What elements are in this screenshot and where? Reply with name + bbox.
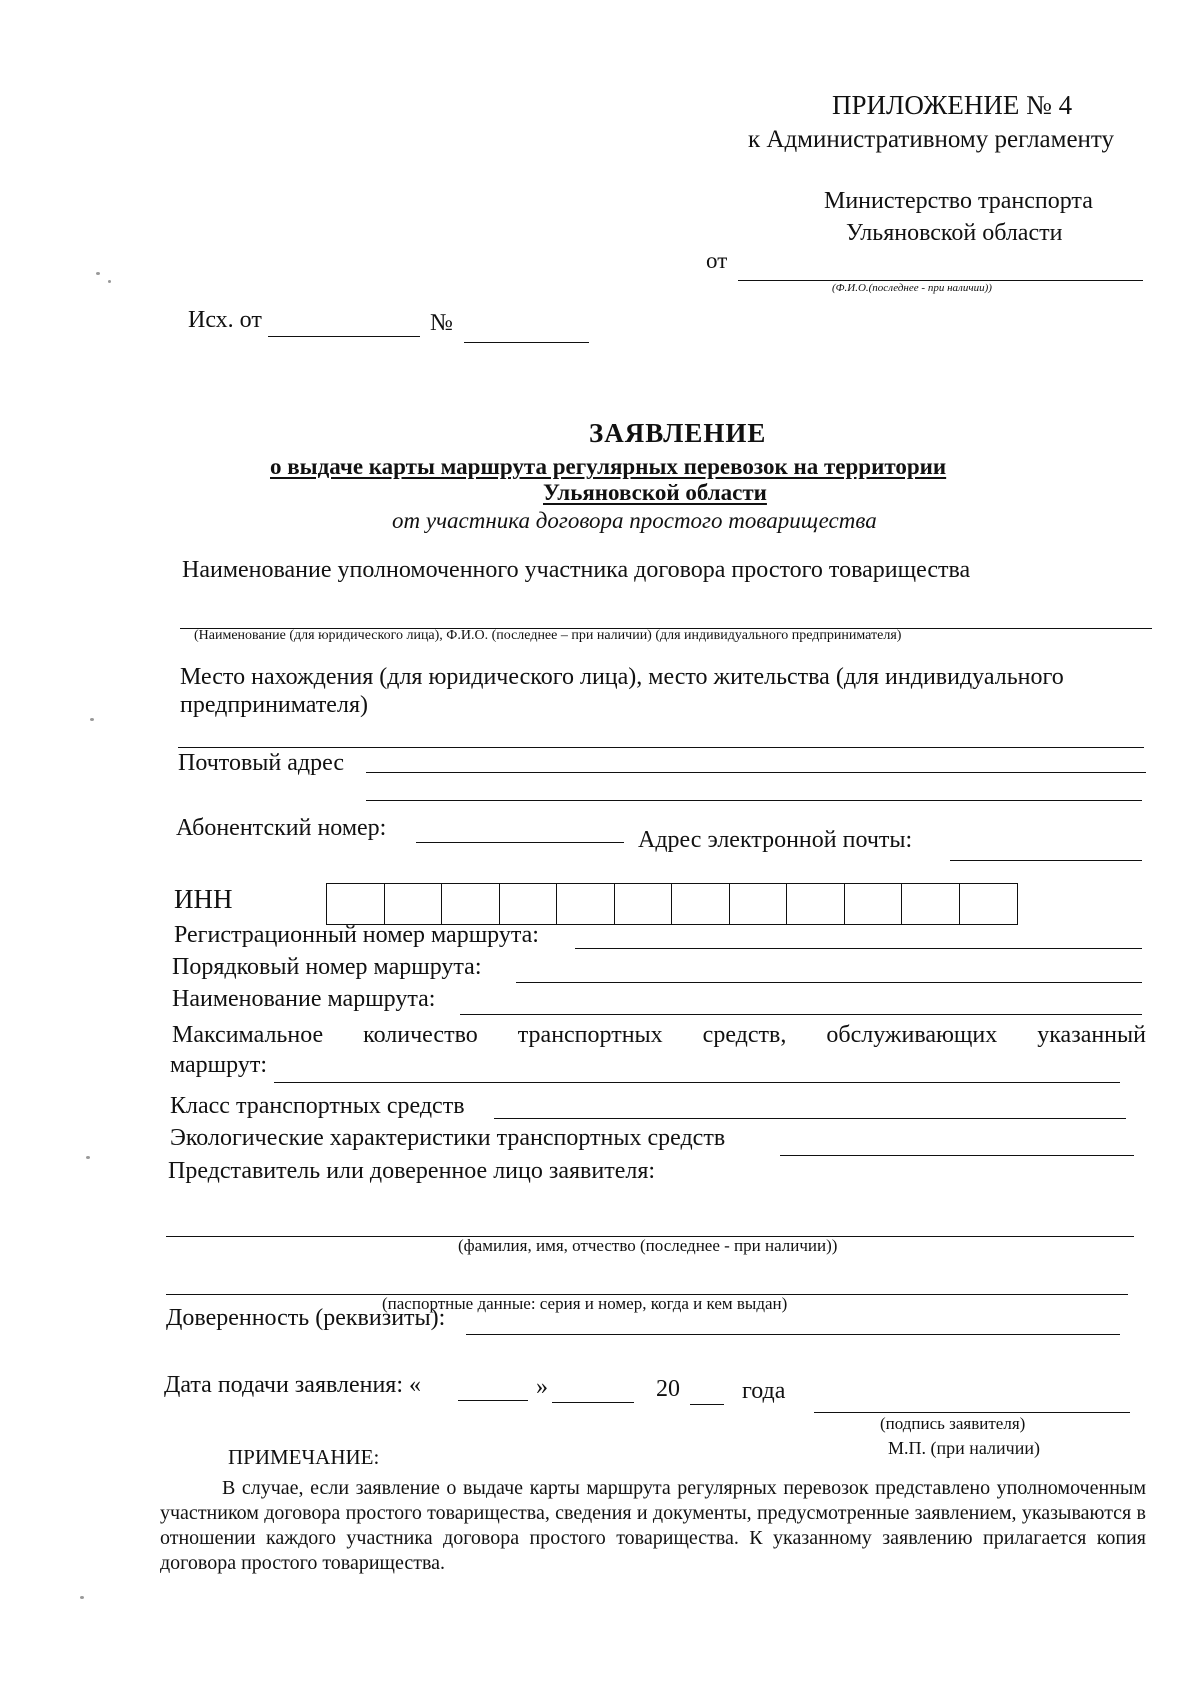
note-text: В случае, если заявление о выдаче карты маршрута регулярных перевозок представлено уполномоченным участником договора простого товарищества, сведения и документы, предусмотренные заявлением, указываются в отношении каждого участника договора простого товарищества. К указанному заявлению прилагается копия договора простого товарищества. bbox=[160, 1477, 1146, 1574]
location-label-line2: предпринимателя) bbox=[180, 692, 368, 718]
inn-cell[interactable] bbox=[442, 884, 500, 924]
document-title-line2: Ульяновской области bbox=[543, 480, 767, 505]
max-vehicles-label-line2: маршрут: bbox=[170, 1052, 267, 1078]
route-seq-number-field[interactable] bbox=[516, 982, 1142, 983]
route-name-field[interactable] bbox=[460, 1014, 1142, 1015]
inn-label: ИНН bbox=[174, 884, 233, 914]
email-label: Адрес электронной почты: bbox=[638, 827, 913, 853]
date-year-prefix: 20 bbox=[656, 1376, 680, 1402]
phone-label: Абонентский номер: bbox=[176, 815, 387, 841]
power-of-attorney-label: Доверенность (реквизиты): bbox=[166, 1305, 446, 1331]
inn-cell[interactable] bbox=[327, 884, 385, 924]
stamp-caption: М.П. (при наличии) bbox=[888, 1438, 1040, 1458]
inn-cell[interactable] bbox=[557, 884, 615, 924]
outgoing-date-field[interactable] bbox=[268, 336, 420, 337]
representative-name-caption: (фамилия, имя, отчество (последнее - при наличии)) bbox=[458, 1236, 838, 1255]
scan-speck bbox=[80, 1596, 84, 1599]
ministry-name-line2: Ульяновской области bbox=[846, 220, 1063, 246]
date-year-field[interactable] bbox=[690, 1404, 724, 1405]
participant-caption: (Наименование (для юридического лица), Ф.И.О. (последнее – при наличии) (для индивидуального предпринимателя) bbox=[194, 628, 902, 643]
postal-address-field-2[interactable] bbox=[366, 800, 1142, 801]
power-of-attorney-field[interactable] bbox=[466, 1334, 1120, 1335]
fio-caption: (Ф.И.О.(последнее - при наличии)) bbox=[832, 282, 992, 294]
inn-cell[interactable] bbox=[787, 884, 845, 924]
ministry-name-line1: Министерство транспорта bbox=[824, 188, 1093, 214]
from-label: от bbox=[706, 248, 728, 273]
passport-caption: (паспортные данные: серия и номер, когда и кем выдан) bbox=[382, 1294, 788, 1313]
phone-field[interactable] bbox=[416, 842, 624, 843]
scan-speck bbox=[86, 1156, 90, 1159]
scan-speck bbox=[90, 718, 94, 721]
vehicle-class-field[interactable] bbox=[494, 1118, 1126, 1119]
outgoing-number-field[interactable] bbox=[464, 342, 589, 343]
document-title: ЗАЯВЛЕНИЕ bbox=[589, 418, 767, 448]
number-label: № bbox=[430, 310, 453, 336]
document-subtitle: от участника договора простого товарищества bbox=[392, 508, 877, 533]
scan-speck bbox=[96, 272, 100, 275]
eco-characteristics-label: Экологические характеристики транспортных средств bbox=[170, 1125, 726, 1151]
email-field[interactable] bbox=[950, 860, 1142, 861]
max-vehicles-label-line1: Максимальное количество транспортных средств, обслуживающих указанный bbox=[172, 1022, 1146, 1048]
route-name-label: Наименование маршрута: bbox=[172, 986, 436, 1012]
date-close-quote: » bbox=[536, 1374, 548, 1400]
signature-field[interactable] bbox=[814, 1412, 1130, 1413]
outgoing-label: Исх. от bbox=[188, 307, 262, 333]
postal-address-label: Почтовый адрес bbox=[178, 750, 345, 776]
participant-label: Наименование уполномоченного участника договора простого товарищества bbox=[182, 557, 971, 583]
eco-characteristics-field[interactable] bbox=[780, 1155, 1134, 1156]
reglament-reference: к Административному регламенту bbox=[748, 126, 1115, 153]
location-field[interactable] bbox=[178, 747, 1144, 748]
location-label-line1: Место нахождения (для юридического лица), место жительства (для индивидуального bbox=[180, 664, 1064, 690]
inn-cell[interactable] bbox=[385, 884, 443, 924]
from-field[interactable] bbox=[738, 280, 1143, 281]
date-year-suffix: года bbox=[742, 1378, 786, 1404]
scan-speck bbox=[108, 280, 111, 283]
inn-cell[interactable] bbox=[845, 884, 903, 924]
signature-caption: (подпись заявителя) bbox=[880, 1414, 1026, 1433]
vehicle-class-label: Класс транспортных средств bbox=[170, 1093, 465, 1119]
submission-date-label: Дата подачи заявления: « bbox=[164, 1372, 422, 1398]
date-month-field[interactable] bbox=[552, 1402, 634, 1403]
inn-cell[interactable] bbox=[960, 884, 1018, 924]
note-heading: ПРИМЕЧАНИЕ: bbox=[228, 1445, 380, 1469]
inn-cells[interactable] bbox=[326, 883, 1018, 925]
appendix-title: ПРИЛОЖЕНИЕ № 4 bbox=[832, 90, 1073, 120]
date-day-field[interactable] bbox=[458, 1400, 528, 1401]
max-vehicles-field[interactable] bbox=[274, 1082, 1120, 1083]
inn-cell[interactable] bbox=[500, 884, 558, 924]
route-reg-number-field[interactable] bbox=[575, 948, 1142, 949]
document-title-line1: о выдаче карты маршрута регулярных перевозок на территории bbox=[270, 454, 947, 479]
route-reg-number-label: Регистрационный номер маршрута: bbox=[174, 922, 539, 948]
route-seq-number-label: Порядковый номер маршрута: bbox=[172, 954, 482, 980]
inn-cell[interactable] bbox=[902, 884, 960, 924]
inn-cell[interactable] bbox=[730, 884, 788, 924]
postal-address-field[interactable] bbox=[366, 772, 1146, 773]
inn-cell[interactable] bbox=[672, 884, 730, 924]
inn-cell[interactable] bbox=[615, 884, 673, 924]
representative-label: Представитель или доверенное лицо заявителя: bbox=[168, 1158, 656, 1184]
